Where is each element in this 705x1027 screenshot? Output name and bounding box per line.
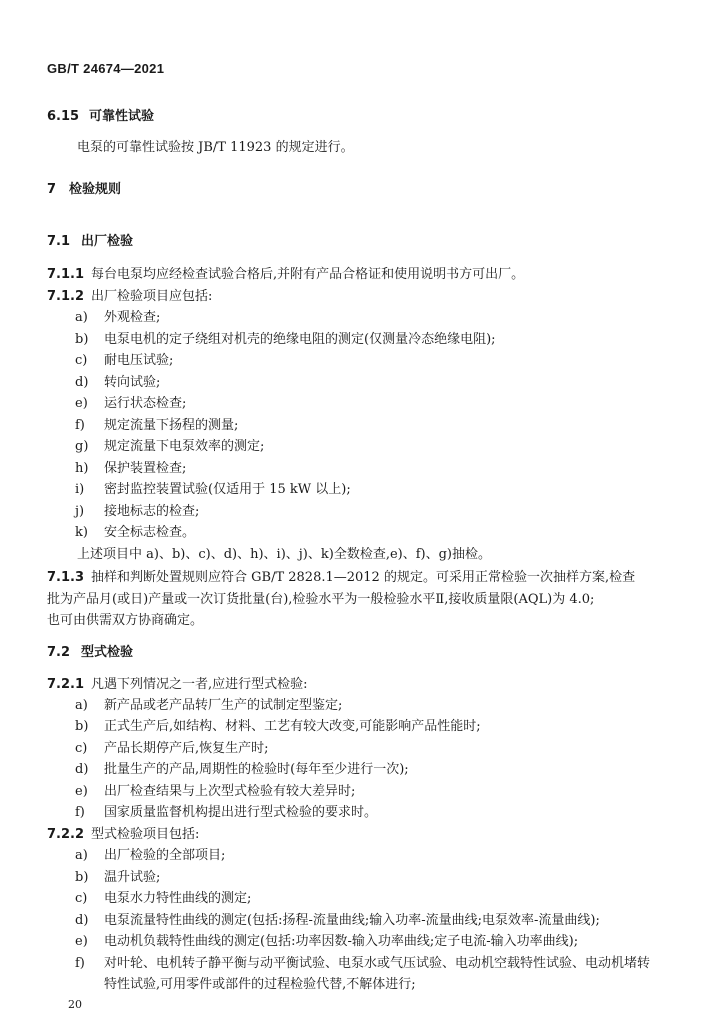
list-item: d) 批量生产的产品,周期性的检验时(每年至少进行一次); — [75, 762, 409, 777]
section-title: 检验规则 — [69, 182, 122, 197]
section-number: 7 — [47, 182, 57, 197]
list-item: h) 保护装置检查; — [75, 461, 187, 476]
list-item: k) 安全标志检查。 — [75, 525, 196, 540]
list-item: g) 规定流量下电泵效率的测定; — [75, 439, 265, 454]
section-number: 7.1 — [47, 234, 71, 249]
section-7-1-heading — [47, 233, 133, 251]
clause-text: 每台电泵均应经检查试验合格后,并附有产品合格证和使用说明书方可出厂。 — [91, 267, 525, 282]
clause-7-2-1 — [47, 676, 308, 694]
list-item: i) 密封监控装置试验(仅适用于 15 kW 以上); — [75, 482, 351, 497]
section-7-heading — [47, 181, 121, 199]
list-item: d) 转向试验; — [75, 375, 161, 390]
list-item: b) 正式生产后,如结构、材料、工艺有较大改变,可能影响产品性能时; — [75, 719, 481, 734]
section-title: 型式检验 — [81, 645, 134, 660]
clause-7-1-3-line-3: 也可由供需双方协商确定。 — [47, 613, 204, 628]
list-item: f) 规定流量下扬程的测量; — [75, 418, 239, 433]
clause-7-1-2-note: 上述项目中 a)、b)、c)、d)、h)、i)、j)、k)全数检查,e)、f)、g)抽检。 — [77, 547, 491, 562]
list-item: c) 电泵水力特性曲线的测定; — [75, 891, 252, 906]
list-item: c) 产品长期停产后,恢复生产时; — [75, 741, 269, 756]
section-title: 可靠性试验 — [89, 109, 155, 124]
clause-7-2-2 — [47, 826, 199, 844]
clause-text: 出厂检验项目应包括: — [91, 289, 213, 304]
list-item: c) 耐电压试验; — [75, 353, 174, 368]
list-item: b) 温升试验; — [75, 870, 161, 885]
section-number: 6.15 — [47, 109, 80, 124]
clause-number: 7.1.2 — [47, 289, 85, 304]
list-item: f) 对叶轮、电机转子静平衡与动平衡试验、电泵水或气压试验、电动机空载特性试验、电动机堵转 — [75, 956, 651, 971]
clause-text: 抽样和判断处置规则应符合 GB/T 2828.1—2012 的规定。可采用正常检验一次抽样方案,检查 — [91, 570, 636, 585]
list-item: b) 电泵电机的定子绕组对机壳的绝缘电阻的测定(仅测量冷态绝缘电阻); — [75, 332, 496, 347]
list-item: a) 新产品或老产品转厂生产的试制定型鉴定; — [75, 698, 343, 713]
list-item: a) 外观检查; — [75, 310, 161, 325]
list-item: e) 运行状态检查; — [75, 396, 187, 411]
clause-7-1-2 — [47, 288, 212, 306]
clause-7-1-1 — [47, 266, 524, 284]
clause-7-1-3-line-1 — [47, 569, 635, 587]
list-item: f) 国家质量监督机构提出进行型式检验的要求时。 — [75, 805, 378, 820]
list-item-continuation: 特性试验,可用零件或部件的过程检验代替,不解体进行; — [104, 977, 416, 992]
section-6-15-text: 电泵的可靠性试验按 JB/T 11923 的规定进行。 — [77, 140, 354, 155]
clause-number: 7.1.1 — [47, 267, 85, 282]
clause-text: 型式检验项目包括: — [91, 827, 200, 842]
section-6-15-heading — [47, 108, 154, 126]
list-item: d) 电泵流量特性曲线的测定(包括:扬程-流量曲线;输入功率-流量曲线;电泵效率-流量曲线); — [75, 913, 600, 928]
list-item: e) 电动机负载特性曲线的测定(包括:功率因数-输入功率曲线;定子电流-输入功率曲线); — [75, 934, 579, 949]
section-title: 出厂检验 — [81, 234, 134, 249]
clause-number: 7.1.3 — [47, 570, 85, 585]
list-item: e) 出厂检查结果与上次型式检验有较大差异时; — [75, 784, 356, 799]
page-number: 20 — [68, 998, 82, 1011]
section-number: 7.2 — [47, 645, 71, 660]
clause-number: 7.2.2 — [47, 827, 85, 842]
clause-text: 凡遇下列情况之一者,应进行型式检验: — [91, 677, 308, 692]
section-7-2-heading — [47, 644, 133, 662]
clause-7-1-3-line-2: 批为产品月(或日)产量或一次订货批量(台),检验水平为一般检验水平Ⅱ,接收质量限(AQL)为 4.0; — [47, 592, 595, 607]
list-item: a) 出厂检验的全部项目; — [75, 848, 226, 863]
standard-code-header: GB/T 24674—2021 — [47, 61, 165, 76]
list-item: j) 接地标志的检查; — [75, 504, 200, 519]
clause-number: 7.2.1 — [47, 677, 85, 692]
